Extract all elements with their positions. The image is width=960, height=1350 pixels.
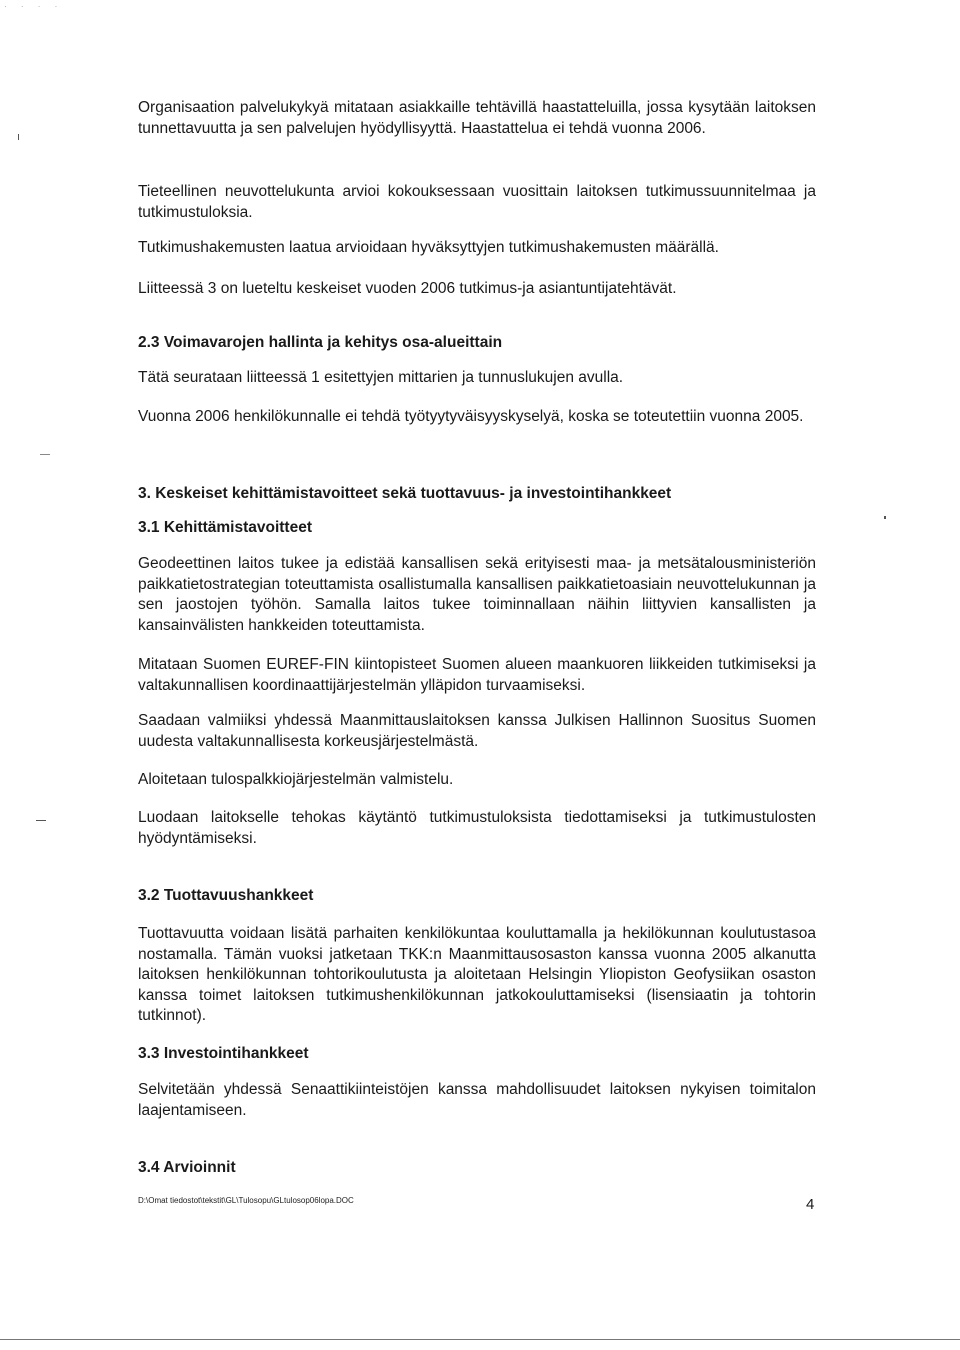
paragraph-research-applications: Tutkimushakemusten laatua arvioidaan hyväksyttyjen tutkimushakemusten määrällä.	[138, 239, 719, 256]
footer-file-path: D:\Omat tiedostot\tekstit\GL\Tulosopu\GLtulosop06lopa.DOC	[138, 1196, 354, 1205]
paragraph-appendix-3: Liitteessä 3 on lueteltu keskeiset vuoden 2006 tutkimus-ja asiantuntijatehtävät.	[138, 280, 677, 297]
paragraph-geodetic-support: Geodeettinen laitos tukee ja edistää kansallisen sekä erityisesti maa- ja metsätalousministeriön paikkatietostrategian toteuttamista osallistumalla kansallisen paikkatietoasiain neuvottelukunnan ja sen jaostojen työhön. Samalla laitos tukee toiminnallaan näihin liittyvien kansallisten ja kansainvälisten hankkeiden toteuttamista.	[138, 555, 816, 634]
page-number: 4	[806, 1196, 815, 1213]
paragraph-research-communication: Luodaan laitokselle tehokas käytäntö tutkimustuloksista tiedottamiseksi ja tutkimustulosten hyödyntämiseksi.	[138, 809, 816, 847]
heading-3-4: 3.4 Arvioinnit	[138, 1159, 236, 1176]
heading-3-2: 3.2 Tuottavuushankkeet	[138, 887, 314, 904]
paragraph-productivity: Tuottavuutta voidaan lisätä parhaiten kenkilökuntaa kouluttamalla ja hekilökunnan koulutustasoa nostamalla. Tämän vuoksi jatketaan TKK:n Maanmittausosaston kanssa vuonna 2005 alkanutta laitoksen henkilökunnan tohtorikoulutusta ja aloitetaan Helsingin Yliopiston Geofysiikan osaston kanssa toimet laitoksen tutkimushenkilökunnan jatkokouluttamiseksi (lisensiaatin ja tohtorin tutkinnot).	[138, 925, 816, 1024]
heading-3-3: 3.3 Investointihankkeet	[138, 1045, 309, 1062]
margin-mark	[36, 820, 46, 821]
heading-3-1: 3.1 Kehittämistavoitteet	[138, 519, 312, 536]
paragraph-euref-fin: Mitataan Suomen EUREF-FIN kiintopisteet Suomen alueen maankuoren liikkeiden tutkimiseksi ja valtakunnallisen koordinaattijärjestelmän ylläpidon turvaamiseksi.	[138, 656, 816, 694]
paragraph-customer-interviews: Organisaation palvelukykyä mitataan asiakkaille tehtävillä haastatteluilla, jossa kysytään laitoksen tunnettavuutta ja sen palvelujen hyödyllisyyttä. Haastattelua ei tehdä vuonna 2006.	[138, 99, 816, 137]
paragraph-premises: Selvitetään yhdessä Senaattikiinteistöjen kanssa mahdollisuudet laitoksen nykyisen toimitalon laajentamiseen.	[138, 1081, 816, 1119]
heading-3: 3. Keskeiset kehittämistavoitteet sekä tuottavuus- ja investointihankkeet	[138, 485, 672, 502]
paragraph-appendix-1: Tätä seurataan liitteessä 1 esitettyjen mittarien ja tunnuslukujen avulla.	[138, 369, 624, 386]
paragraph-bonus-system: Aloitetaan tulospalkkiojärjestelmän valmistelu.	[138, 771, 454, 788]
scan-speckles: · · · ·	[4, 2, 64, 11]
margin-mark	[40, 454, 50, 455]
paragraph-scientific-advisory: Tieteellinen neuvottelukunta arvioi kokouksessaan vuosittain laitoksen tutkimussuunnitelmaa ja tutkimustuloksia.	[138, 183, 816, 221]
paragraph-height-system: Saadaan valmiiksi yhdessä Maanmittauslaitoksen kanssa Julkisen Hallinnon Suositus Suomen uudesta valtakunnallisesta korkeusjärjestelmästä.	[138, 712, 816, 750]
paragraph-staff-survey: Vuonna 2006 henkilökunnalle ei tehdä työtyytyväisyyskyselyä, koska se toteutettiin vuonna 2005.	[138, 408, 804, 425]
page-bottom-edge	[0, 1339, 960, 1340]
margin-mark	[18, 134, 19, 140]
heading-2-3: 2.3 Voimavarojen hallinta ja kehitys osa-alueittain	[138, 334, 503, 351]
margin-mark	[884, 516, 886, 519]
